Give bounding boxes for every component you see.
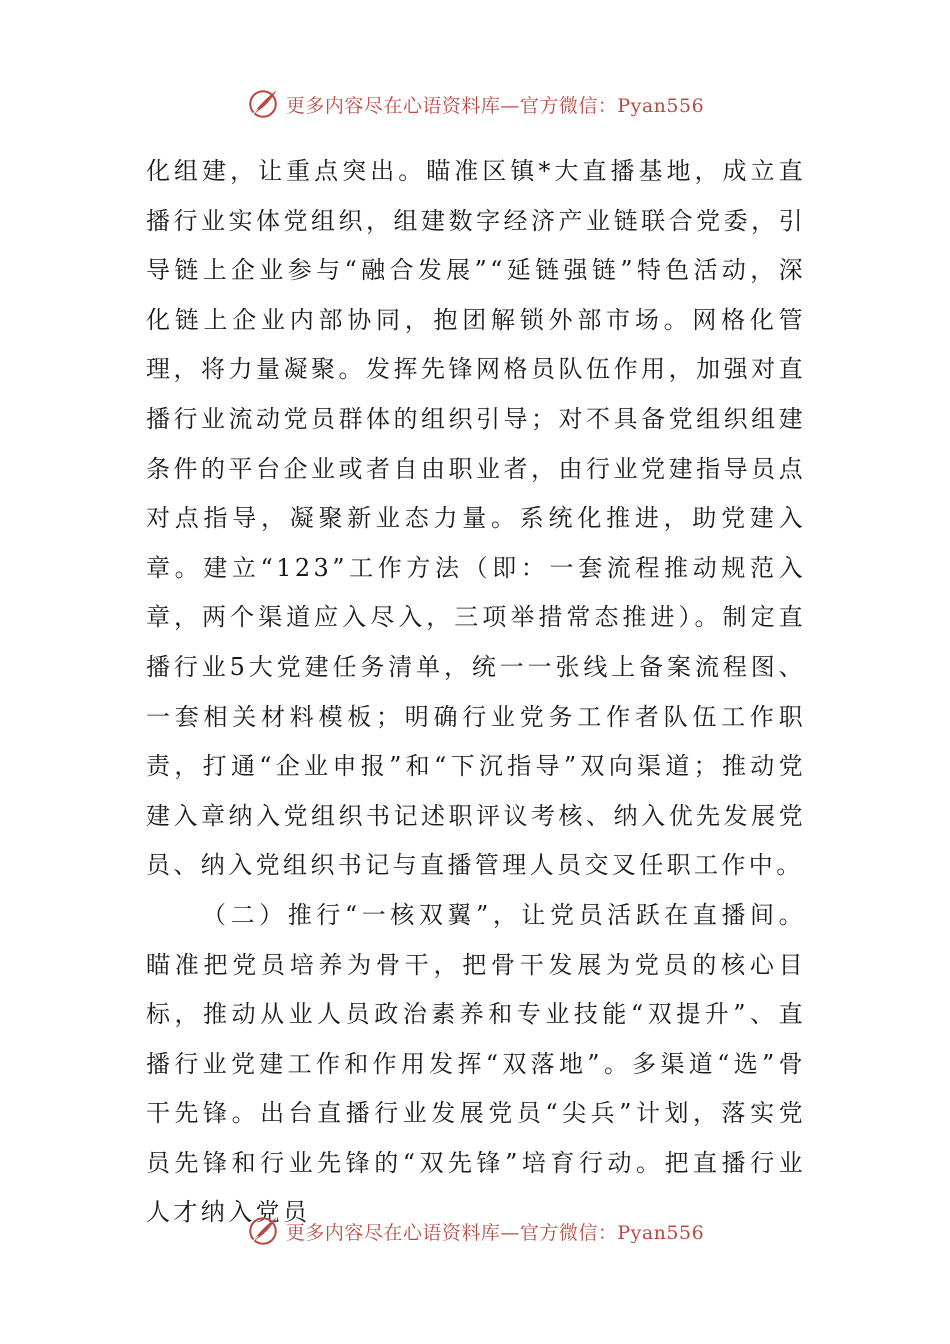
quill-pen-circle-icon xyxy=(246,87,280,121)
quill-pen-circle-icon xyxy=(246,1214,280,1248)
header-banner xyxy=(0,84,950,124)
footer-banner-text: 更多内容尽在心语资料库—官方微信：Pyan556 xyxy=(285,1221,705,1244)
paragraph-2: （二）推行“一核双翼”，让党员活跃在直播间。瞄准把党员培养为骨干，把骨干发展为党员的核心目标，推动从业人员政治素养和专业技能“双提升”、直播行业党建工作和作用发挥“双落地”。多渠道“选”骨干先锋。出台直播行业发展党员“尖兵”计划，落实党员先锋和行业先锋的“双先锋”培育行动。把直播行业人才纳入党员 xyxy=(146,900,806,1227)
document-body xyxy=(146,147,806,1238)
footer-banner xyxy=(0,1211,950,1251)
header-banner-text: 更多内容尽在心语资料库—官方微信：Pyan556 xyxy=(285,94,705,117)
paragraph-1: 化组建，让重点突出。瞄准区镇*大直播基地，成立直播行业实体党组织，组建数字经济产业链联合党委，引导链上企业参与“融合发展”“延链强链”特色活动，深化链上企业内部协同，抱团解锁外部市场。网格化管理，将力量凝聚。发挥先锋网格员队伍作用，加强对直播行业流动党员群体的组织引导；对不具备党组织组建条件的平台企业或者自由职业者，由行业党建指导员点对点指导，凝聚新业态力量。系统化推进，助党建入章。建立“123”工作方法（即：一套流程推动规范入章，两个渠道应入尽入，三项举措常态推进）。制定直播行业5大党建任务清单，统一一张线上备案流程图、一套相关材料模板；明确行业党务工作者队伍工作职责，打通“企业申报”和“下沉指导”双向渠道；推动党建入章纳入党组织书记述职评议考核、纳入优先发展党员、纳入党组织书记与直播管理人员交叉任职工作中。 xyxy=(146,157,806,880)
